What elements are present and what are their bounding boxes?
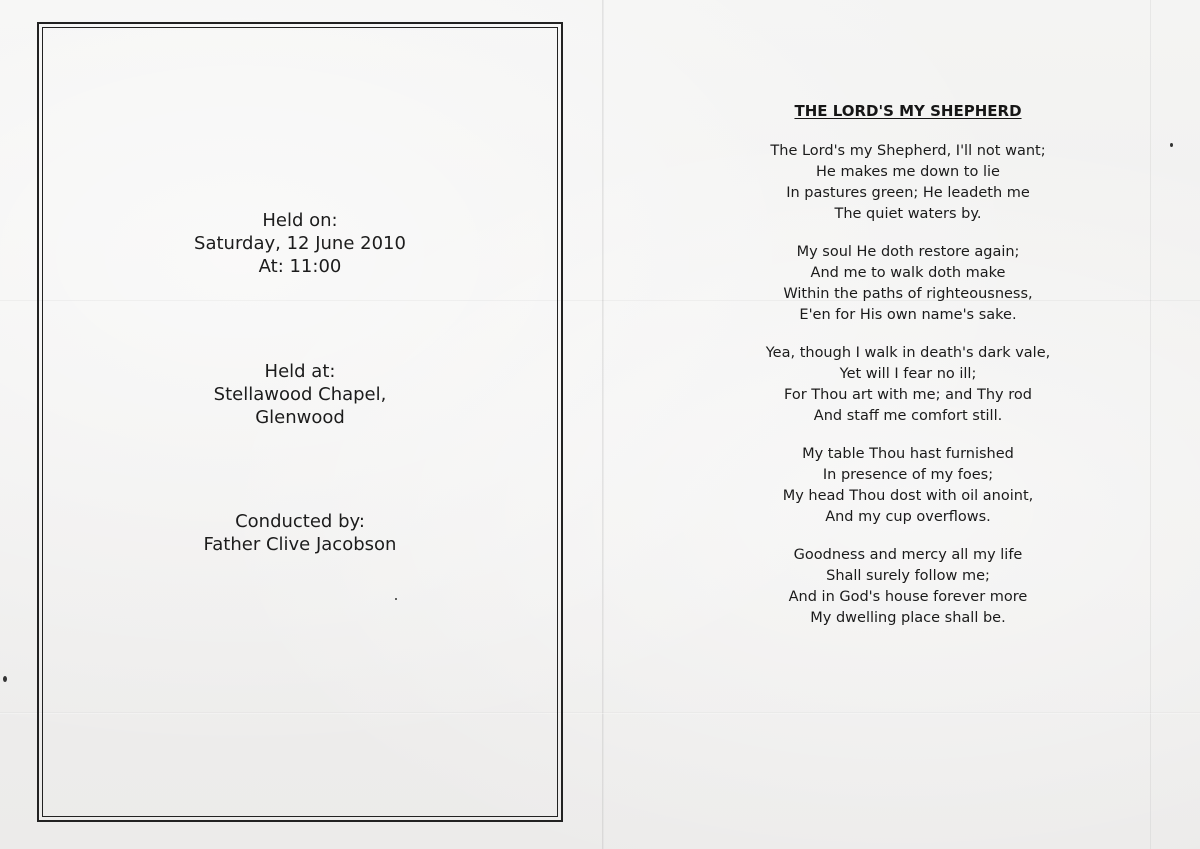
venue-name: Stellawood Chapel, xyxy=(213,384,387,405)
paper-speck xyxy=(1170,143,1173,147)
verse-line: He makes me down to lie xyxy=(816,164,1000,180)
hymn-verse xyxy=(708,141,1108,225)
hymn-panel xyxy=(708,102,1108,646)
center-fold-crease xyxy=(602,0,604,849)
verse-line: Yea, though I walk in death's dark vale, xyxy=(765,345,1051,361)
held-at-section xyxy=(0,360,600,429)
verse-line: The quiet waters by. xyxy=(834,206,982,222)
verse-line: In presence of my foes; xyxy=(822,467,994,483)
verse-line: Shall surely follow me; xyxy=(826,568,990,584)
verse-line: For Thou art with me; and Thy rod xyxy=(784,387,1032,403)
verse-line: And my cup overflows. xyxy=(825,509,991,525)
paper-speck xyxy=(3,676,7,682)
held-on-label: Held on: xyxy=(262,210,338,231)
held-on-section xyxy=(0,209,600,278)
hymn-verse xyxy=(708,242,1108,326)
verse-line: Yet will I fear no ill; xyxy=(839,366,977,382)
paper-speck xyxy=(395,598,397,600)
verse-line: E'en for His own name's sake. xyxy=(799,307,1017,323)
conducted-by-section xyxy=(0,510,600,556)
verse-line: Goodness and mercy all my life xyxy=(793,547,1023,563)
held-at-label: Held at: xyxy=(264,361,336,382)
verse-line: My head Thou dost with oil anoint, xyxy=(782,488,1034,504)
verse-line: And me to walk doth make xyxy=(810,265,1006,281)
verse-line: Within the paths of righteousness, xyxy=(783,286,1033,302)
verse-line: My soul He doth restore again; xyxy=(796,244,1020,260)
verse-line: And staff me comfort still. xyxy=(813,408,1003,424)
venue-area: Glenwood xyxy=(255,407,345,428)
service-date: Saturday, 12 June 2010 xyxy=(194,233,406,254)
verse-line: In pastures green; He leadeth me xyxy=(786,185,1030,201)
officiant-name: Father Clive Jacobson xyxy=(203,534,397,555)
service-time: At: 11:00 xyxy=(258,256,342,277)
hymn-verse xyxy=(708,444,1108,528)
conducted-by-label: Conducted by: xyxy=(235,511,365,532)
verse-line: My table Thou hast furnished xyxy=(802,446,1014,462)
verse-line: The Lord's my Shepherd, I'll not want; xyxy=(770,143,1046,159)
verse-line: My dwelling place shall be. xyxy=(810,610,1006,626)
hymn-verse xyxy=(708,343,1108,427)
hymn-verse xyxy=(708,545,1108,629)
verse-line: And in God's house forever more xyxy=(788,589,1028,605)
right-fold-crease xyxy=(1150,0,1151,849)
hymn-title: THE LORD'S MY SHEPHERD xyxy=(794,102,1022,120)
